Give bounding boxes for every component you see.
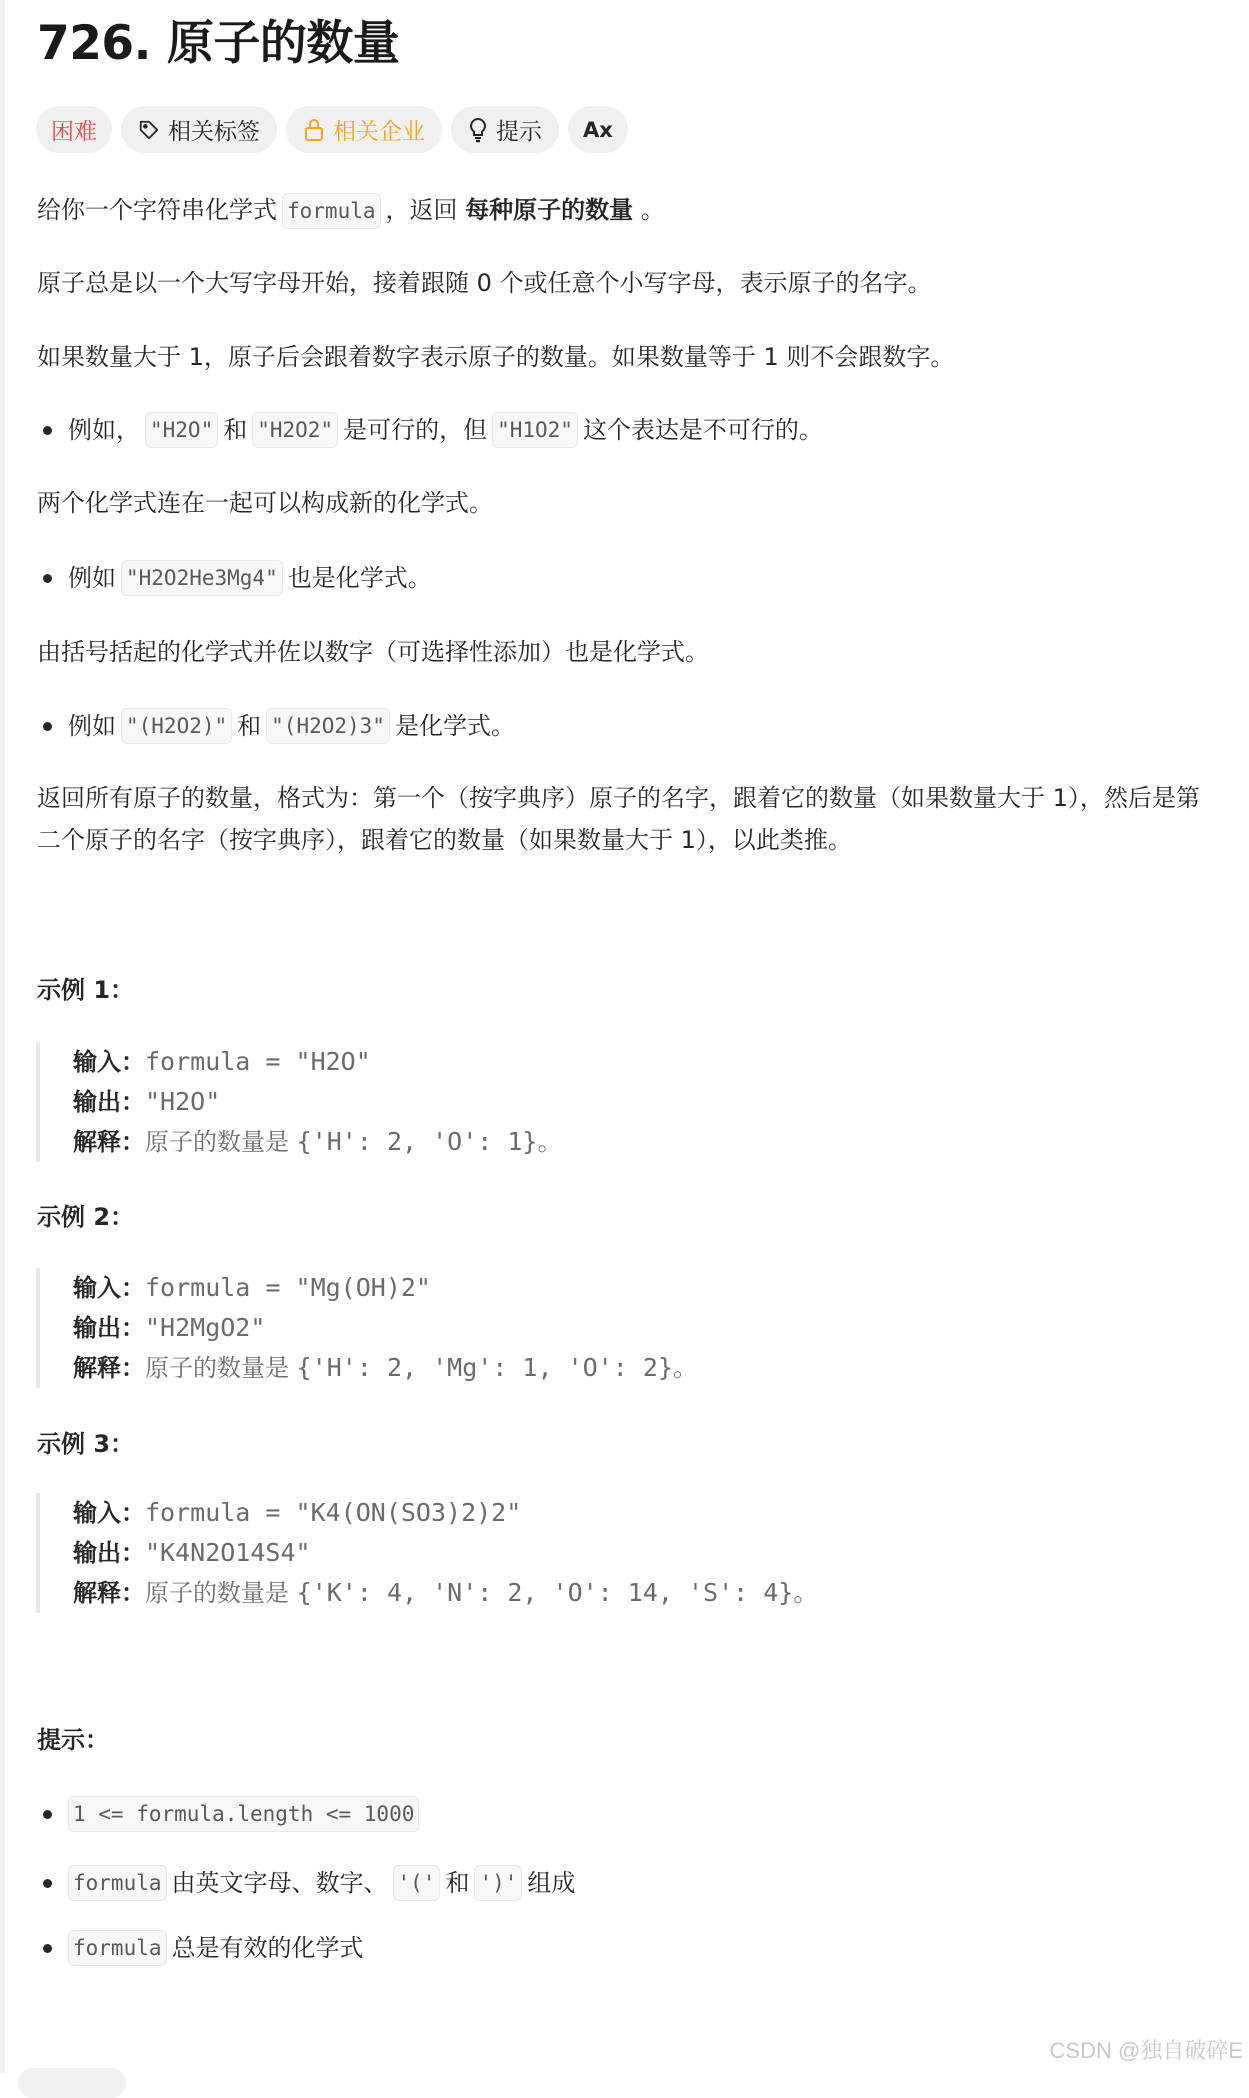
bullet-icon xyxy=(43,574,52,583)
example-explanation: 解释：原子的数量是 {'H': 2, 'Mg': 1, 'O': 2}。 xyxy=(73,1353,698,1382)
example-input: 输入：formula = "K4(ON(SO3)2)2" xyxy=(73,1498,522,1527)
description-paragraph-4: 两个化学式连在一起可以构成新的化学式。 xyxy=(37,489,493,517)
description-paragraph-3: 如果数量大于 1，原子后会跟着数字表示原子的数量。如果数量等于 1 则不会跟数字。 xyxy=(37,343,955,371)
example-output: 输出："K4N2O14S4" xyxy=(73,1538,311,1567)
constraint-item: formula 总是有效的化学式 xyxy=(37,1927,364,1969)
related-tags-button[interactable] xyxy=(121,106,277,153)
description-paragraph-2: 原子总是以一个大写字母开始，接着跟随 0 个或任意个小写字母，表示原子的名字。 xyxy=(37,269,932,297)
example-1-heading: 示例 1： xyxy=(37,976,135,1004)
inline-code: '(' xyxy=(393,1865,441,1901)
inline-code: "H2O" xyxy=(145,412,218,448)
example-3-block xyxy=(36,1493,1136,1613)
example-explanation: 解释：原子的数量是 {'H': 2, 'O': 1}。 xyxy=(73,1127,563,1156)
related-tags-label: 相关标签 xyxy=(168,119,260,145)
example-2-heading: 示例 2： xyxy=(37,1203,135,1231)
example-input: 输入：formula = "H2O" xyxy=(73,1047,371,1076)
page-left-border xyxy=(0,0,5,2073)
inline-code: "H2O2He3Mg4" xyxy=(121,560,283,596)
problem-title: 726. 原子的数量 xyxy=(37,16,400,71)
list-item: 例如， "H2O" 和 "H2O2" 是可行的，但 "H1O2" 这个表达是不可行的。 xyxy=(37,409,823,451)
bold-text: 每种原子的数量 xyxy=(465,196,634,224)
inline-code: "(H2O2)" xyxy=(121,708,232,744)
example-output: 输出："H2MgO2" xyxy=(73,1313,266,1342)
list-item: 例如 "(H2O2)" 和 "(H2O2)3" 是化学式。 xyxy=(37,705,515,747)
bullet-icon xyxy=(43,1944,52,1953)
bullet-icon xyxy=(43,1810,52,1819)
bullet-icon xyxy=(43,1879,52,1888)
constraint-item xyxy=(37,1796,424,1832)
hints-button[interactable] xyxy=(451,106,559,153)
example-explanation: 解释：原子的数量是 {'K': 4, 'N': 2, 'O': 14, 'S': 4}。 xyxy=(73,1578,819,1607)
bullet-icon xyxy=(43,426,52,435)
problem-tag-bar xyxy=(36,106,628,153)
related-companies-button[interactable] xyxy=(286,106,442,153)
bullet-icon xyxy=(43,722,52,731)
inline-code: formula xyxy=(68,1865,167,1901)
lock-icon xyxy=(303,118,325,142)
difficulty-badge xyxy=(36,106,112,153)
translate-button[interactable] xyxy=(568,106,628,153)
lightbulb-icon xyxy=(468,117,488,143)
inline-code: formula xyxy=(282,193,381,229)
inline-code: "(H2O2)3" xyxy=(266,708,390,744)
list-item: 例如 "H2O2He3Mg4" 也是化学式。 xyxy=(37,557,432,599)
watermark: CSDN @独自破碎E xyxy=(1049,2038,1243,2063)
constraint-item: formula 由英文字母、数字、 '(' 和 ')' 组成 xyxy=(37,1862,575,1904)
related-companies-label: 相关企业 xyxy=(333,119,425,145)
inline-code: "H1O2" xyxy=(492,412,578,448)
example-3-heading: 示例 3： xyxy=(37,1430,135,1458)
constraints-heading: 提示： xyxy=(37,1726,109,1754)
example-1-block xyxy=(36,1042,1136,1162)
inline-code: ')' xyxy=(474,1865,522,1901)
description-paragraph-1: 给你一个字符串化学式 formula ，返回 每种原子的数量 。 xyxy=(37,189,665,231)
translate-icon: Ax xyxy=(583,117,613,142)
hints-label: 提示 xyxy=(496,119,542,145)
tag-icon xyxy=(138,119,160,141)
description-paragraph-6: 返回所有原子的数量，格式为：第一个（按字典序）原子的名字，跟着它的数量（如果数量大于 1），然后是第二个原子的名字（按字典序），跟着它的数量（如果数量大于 1），以此类推。 xyxy=(37,784,1200,854)
difficulty-label: 困难 xyxy=(51,119,97,145)
inline-code: 1 <= formula.length <= 1000 xyxy=(68,1796,419,1832)
description-paragraph-5: 由括号括起的化学式并佐以数字（可选择性添加）也是化学式。 xyxy=(37,638,709,666)
example-input: 输入：formula = "Mg(OH)2" xyxy=(73,1273,431,1302)
inline-code: formula xyxy=(68,1930,167,1966)
example-2-block xyxy=(36,1268,1136,1388)
example-output: 输出："H2O" xyxy=(73,1087,221,1116)
inline-code: "H2O2" xyxy=(252,412,338,448)
